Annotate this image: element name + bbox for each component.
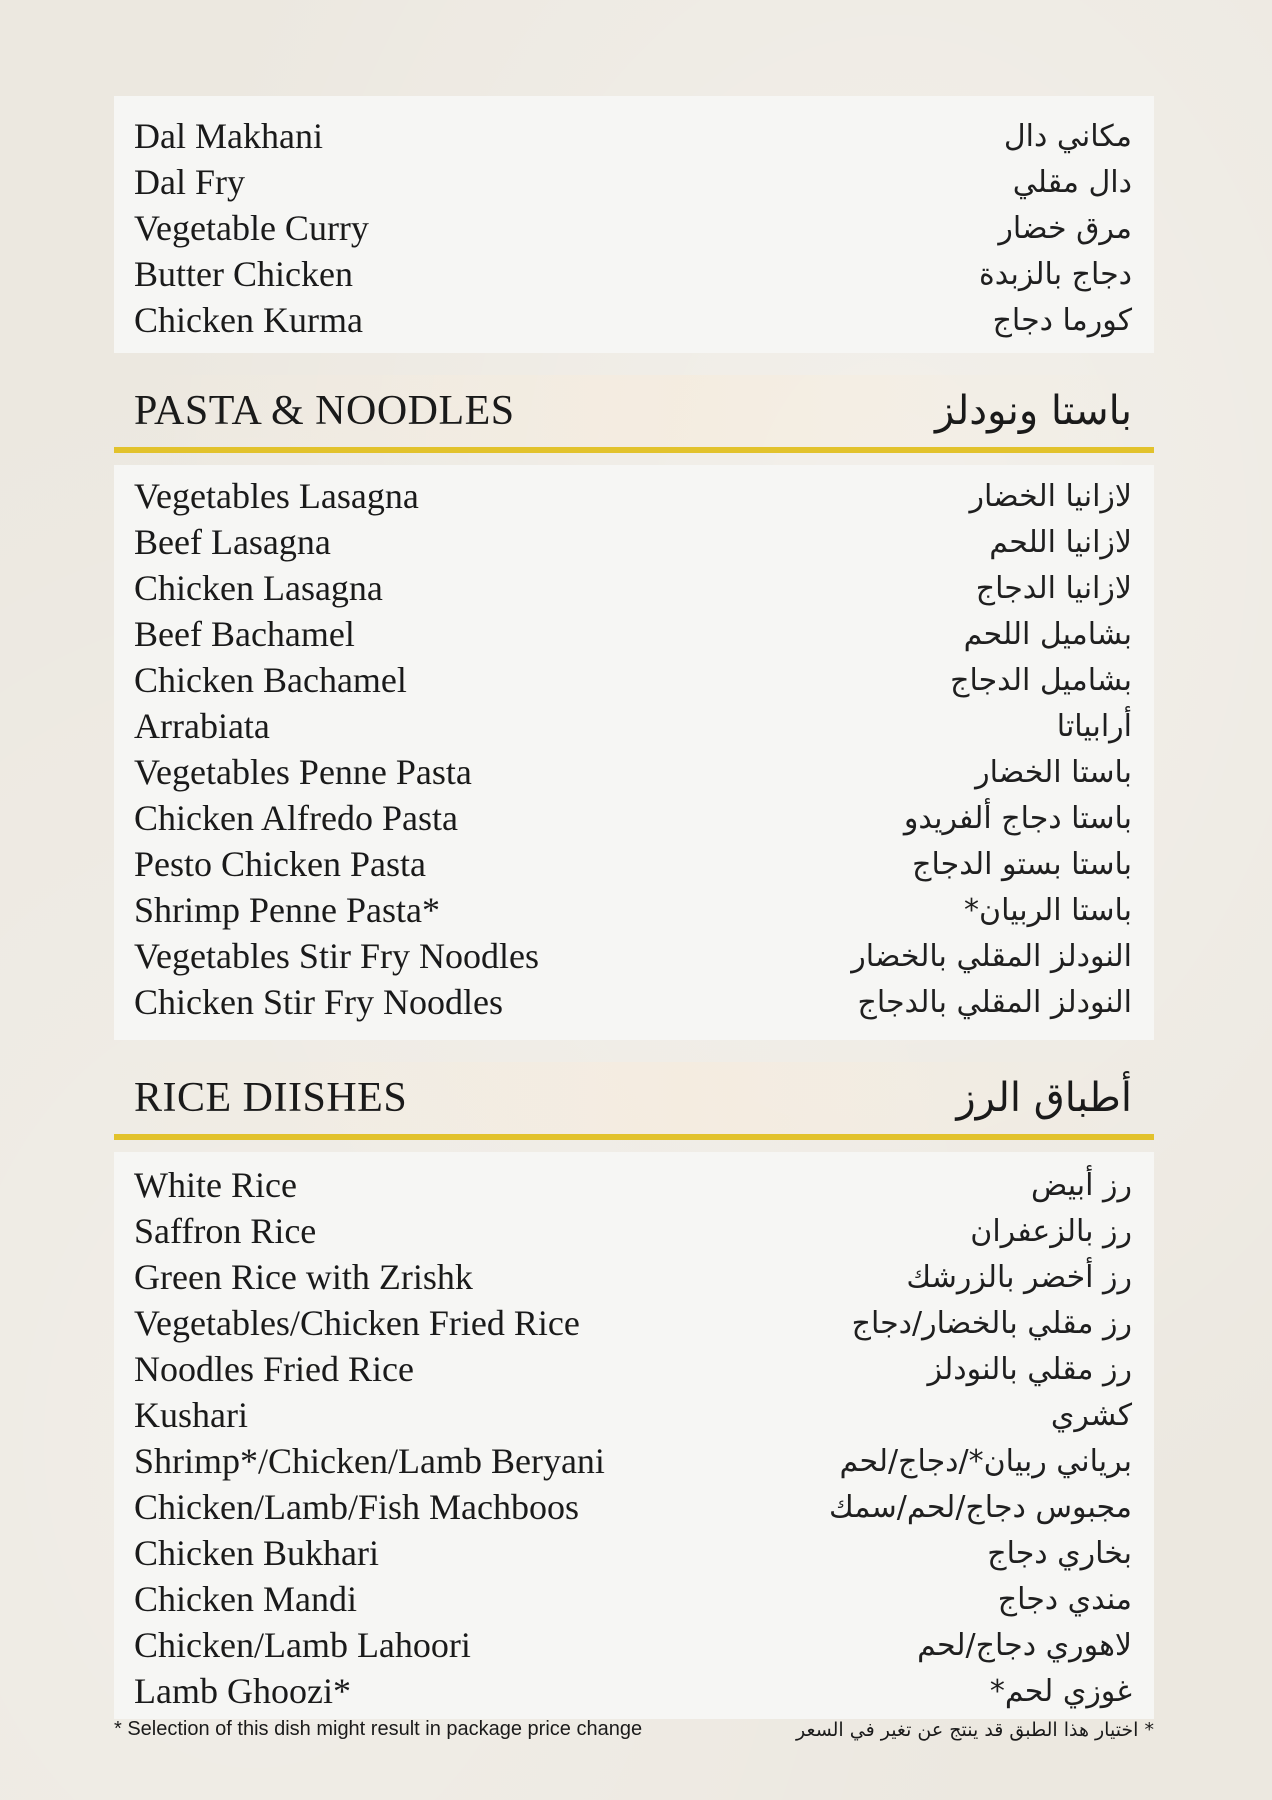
list-item [134,1576,1132,1622]
item-name-ar: برياني ربيان*/دجاج/لحم [839,1443,1132,1479]
item-name-en: Vegetable Curry [134,208,369,248]
list-item [134,297,1132,343]
rice-list [114,1152,1154,1719]
list-item [134,473,1132,519]
item-name-en: Arrabiata [134,706,270,746]
item-name-en: Chicken Bachamel [134,660,407,700]
list-item [134,1438,1132,1484]
list-item [134,205,1132,251]
item-name-en: White Rice [134,1165,297,1205]
item-name-en: Vegetables Stir Fry Noodles [134,936,539,976]
list-item [134,1392,1132,1438]
curry-list [114,96,1154,353]
list-item [134,933,1132,979]
list-item [134,979,1132,1025]
item-name-ar: أرابياتا [1056,708,1132,744]
item-name-ar: باستا بستو الدجاج [912,846,1132,882]
list-item [134,1530,1132,1576]
item-name-ar: لازانيا الخضار [969,478,1132,514]
section-header-pasta [114,375,1154,453]
item-name-en: Chicken Lasagna [134,568,383,608]
section-title-ar: أطباق الرز [956,1075,1132,1121]
item-name-en: Vegetables Lasagna [134,476,419,516]
list-item [134,565,1132,611]
list-item [134,795,1132,841]
list-item [134,1208,1132,1254]
item-name-ar: غوزي لحم* [989,1673,1132,1709]
footnote-ar: * اختيار هذا الطبق قد ينتج عن تغير في السعر [796,1718,1154,1741]
item-name-ar: النودلز المقلي بالدجاج [857,984,1132,1020]
item-name-en: Chicken Mandi [134,1579,357,1619]
item-name-en: Lamb Ghoozi* [134,1671,351,1711]
item-name-en: Saffron Rice [134,1211,317,1251]
item-name-en: Noodles Fried Rice [134,1349,414,1389]
list-item [134,749,1132,795]
item-name-en: Shrimp Penne Pasta* [134,890,440,930]
list-item [134,1484,1132,1530]
list-item [134,1622,1132,1668]
item-name-ar: بشاميل اللحم [963,616,1132,652]
section-title-ar: باستا ونودلز [935,388,1132,434]
item-name-en: Beef Bachamel [134,614,355,654]
list-item [134,841,1132,887]
section-header-rice [114,1062,1154,1140]
item-name-en: Green Rice with Zrishk [134,1257,473,1297]
list-item [134,887,1132,933]
item-name-ar: كورما دجاج [992,302,1132,338]
item-name-en: Chicken Bukhari [134,1533,379,1573]
item-name-en: Dal Makhani [134,116,323,156]
item-name-ar: رز أبيض [1030,1167,1132,1203]
item-name-en: Shrimp*/Chicken/Lamb Beryani [134,1441,605,1481]
item-name-ar: مرق خضار [998,210,1132,246]
item-name-ar: بخاري دجاج [987,1535,1132,1571]
list-item [134,1300,1132,1346]
item-name-en: Butter Chicken [134,254,353,294]
item-name-ar: دجاج بالزبدة [979,256,1132,292]
item-name-en: Chicken Alfredo Pasta [134,798,458,838]
list-item [134,657,1132,703]
list-item [134,1162,1132,1208]
item-name-ar: مندي دجاج [997,1581,1132,1617]
item-name-ar: باستا الخضار [975,754,1132,790]
item-name-ar: رز مقلي بالنودلز [927,1351,1132,1387]
list-item [134,1668,1132,1714]
item-name-en: Vegetables/Chicken Fried Rice [134,1303,580,1343]
item-name-ar: لازانيا الدجاج [975,570,1132,606]
list-item [134,1254,1132,1300]
item-name-en: Pesto Chicken Pasta [134,844,426,884]
list-item [134,519,1132,565]
item-name-ar: كشري [1050,1397,1132,1433]
item-name-ar: دال مقلي [1012,164,1132,200]
item-name-en: Vegetables Penne Pasta [134,752,472,792]
item-name-ar: لازانيا اللحم [989,524,1132,560]
item-name-en: Chicken/Lamb Lahoori [134,1625,471,1665]
item-name-ar: باستا الربيان* [964,892,1132,928]
item-name-en: Chicken Stir Fry Noodles [134,982,503,1022]
item-name-ar: مكاني دال [1003,118,1132,154]
item-name-ar: مجبوس دجاج/لحم/سمك [828,1489,1132,1525]
item-name-en: Dal Fry [134,162,245,202]
item-name-ar: النودلز المقلي بالخضار [851,938,1132,974]
item-name-en: Kushari [134,1395,248,1435]
list-item [134,611,1132,657]
list-item [134,159,1132,205]
section-title-en: PASTA & NOODLES [134,388,515,434]
item-name-en: Chicken Kurma [134,300,363,340]
item-name-ar: رز مقلي بالخضار/دجاج [851,1305,1132,1341]
menu-page [114,96,1154,1719]
item-name-ar: باستا دجاج ألفريدو [903,800,1132,836]
item-name-en: Beef Lasagna [134,522,331,562]
item-name-ar: رز أخضر بالزرشك [906,1259,1132,1295]
footnote-en: * Selection of this dish might result in package price change [114,1718,643,1740]
list-item [134,1346,1132,1392]
section-title-en: RICE DIISHES [134,1075,408,1121]
list-item [134,113,1132,159]
item-name-ar: رز بالزعفران [970,1213,1132,1249]
pasta-list [114,465,1154,1040]
list-item [134,251,1132,297]
footnote [114,1718,1154,1741]
item-name-en: Chicken/Lamb/Fish Machboos [134,1487,579,1527]
item-name-ar: لاهوري دجاج/لحم [917,1627,1132,1663]
item-name-ar: بشاميل الدجاج [950,662,1132,698]
list-item [134,703,1132,749]
